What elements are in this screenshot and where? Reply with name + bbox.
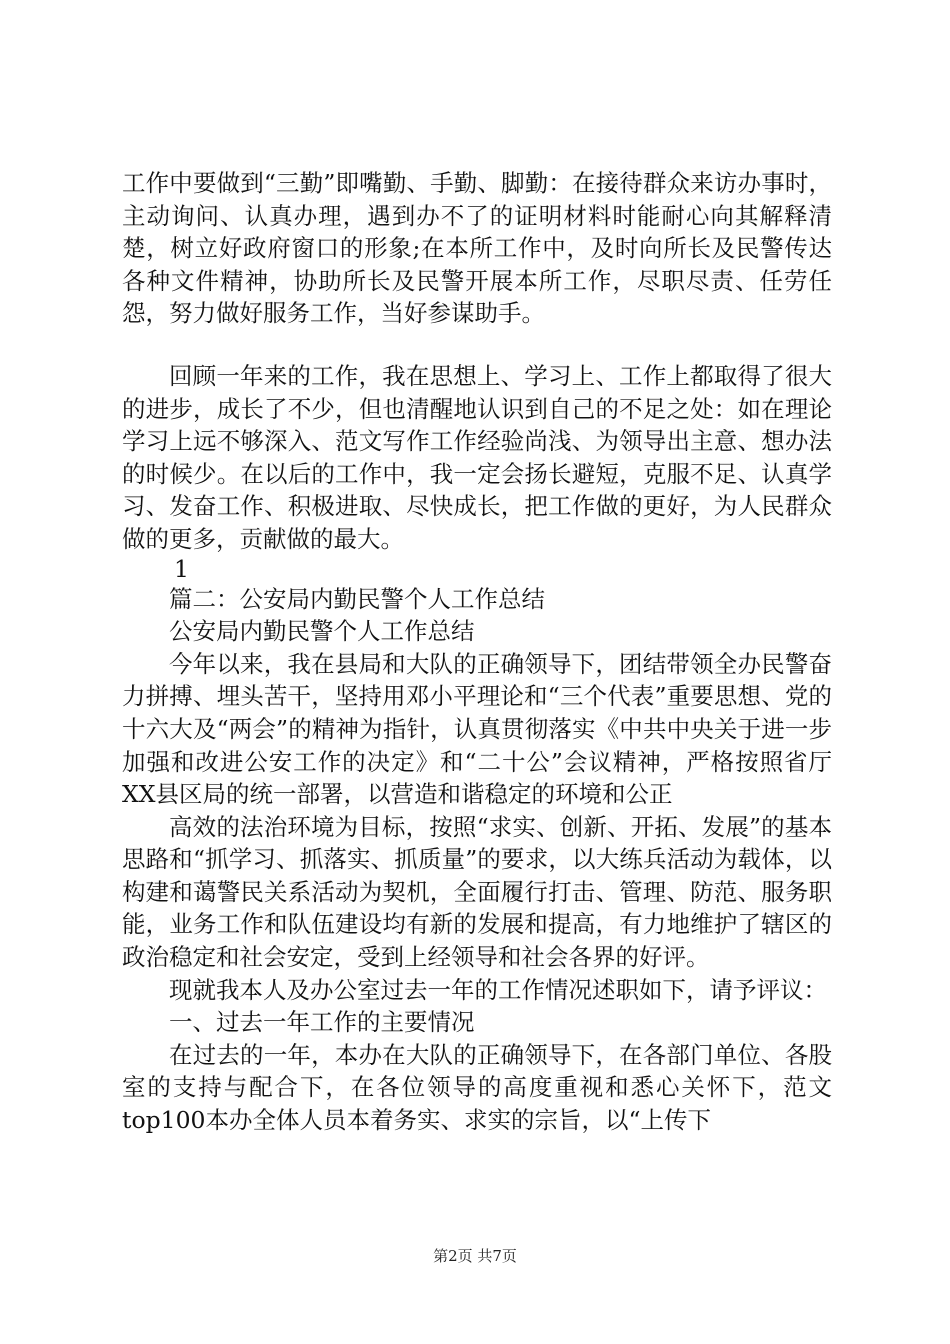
section-heading-main-work: 一、过去一年工作的主要情况 xyxy=(169,1008,475,1037)
document-title: 公安局内勤民警个人工作总结 xyxy=(169,617,475,646)
inline-page-mark: 1 xyxy=(174,554,189,583)
paragraph-review: 回顾一年来的工作，我在思想上、学习上、工作上都取得了很大的进步，成长了不少，但也清醒地认识到自己的不足之处：如在理论学习上远不够深入、范文写作工作经验尚浅、为领导出主意、想办法的时候少。在以后的工作中，我一定会扬长避短，克服不足、认真学习、发奋工作、积极进取、尽快成长，把工作做的更好，为人民群众做的更多，贡献做的最大。 xyxy=(122,361,832,553)
page-footer: 第2页 共7页 xyxy=(433,1247,517,1265)
paragraph-continued-duties: 工作中要做到“三勤”即嘴勤、手勤、脚勤：在接待群众来访办事时，主动询问、认真办理，遇到办不了的证明材料时能耐心向其解释清楚，树立好政府窗口的形象;在本所工作中，及时向所长及民警传达各种文件精神，协助所长及民警开展本所工作，尽职尽责、任劳任怨，努力做好服务工作，当好参谋助手。 xyxy=(122,169,832,328)
paragraph-report-statement: 现就我本人及办公室过去一年的工作情况述职如下，请予评议： xyxy=(169,975,827,1004)
paragraph-goals: 高效的法治环境为目标，按照“求实、创新、开拓、发展”的基本思路和“抓学习、抓落实、抓质量”的要求，以大练兵活动为载体，以构建和蔼警民关系活动为契机，全面履行打击、管理、防范、服务职能，业务工作和队伍建设均有新的发展和提高，有力地维护了辖区的政治稳定和社会安定，受到上经领导和社会各界的好评。 xyxy=(122,812,832,972)
paragraph-gap xyxy=(122,330,832,360)
document-body xyxy=(122,167,832,1137)
paragraph-past-year: 在过去的一年，本办在大队的正确领导下，在各部门单位、各股室的支持与配合下，在各位领导的高度重视和悉心关怀下，范文top100本办全体人员本着务实、求实的宗旨，以“上传下 xyxy=(122,1040,832,1135)
paragraph-intro: 今年以来，我在县局和大队的正确领导下，团结带领全办民警奋力拼搏、埋头苦干，坚持用邓小平理论和“三个代表”重要思想、党的十六大及“两会”的精神为指针，认真贯彻落实《中共中央关于进一步加强和改进公安工作的决定》和“二十公”会议精神，严格按照省厅XX县区局的统一部署，以营造和谐稳定的环境和公正 xyxy=(122,649,832,809)
section-heading-part-two: 篇二：公安局内勤民警个人工作总结 xyxy=(169,584,545,613)
